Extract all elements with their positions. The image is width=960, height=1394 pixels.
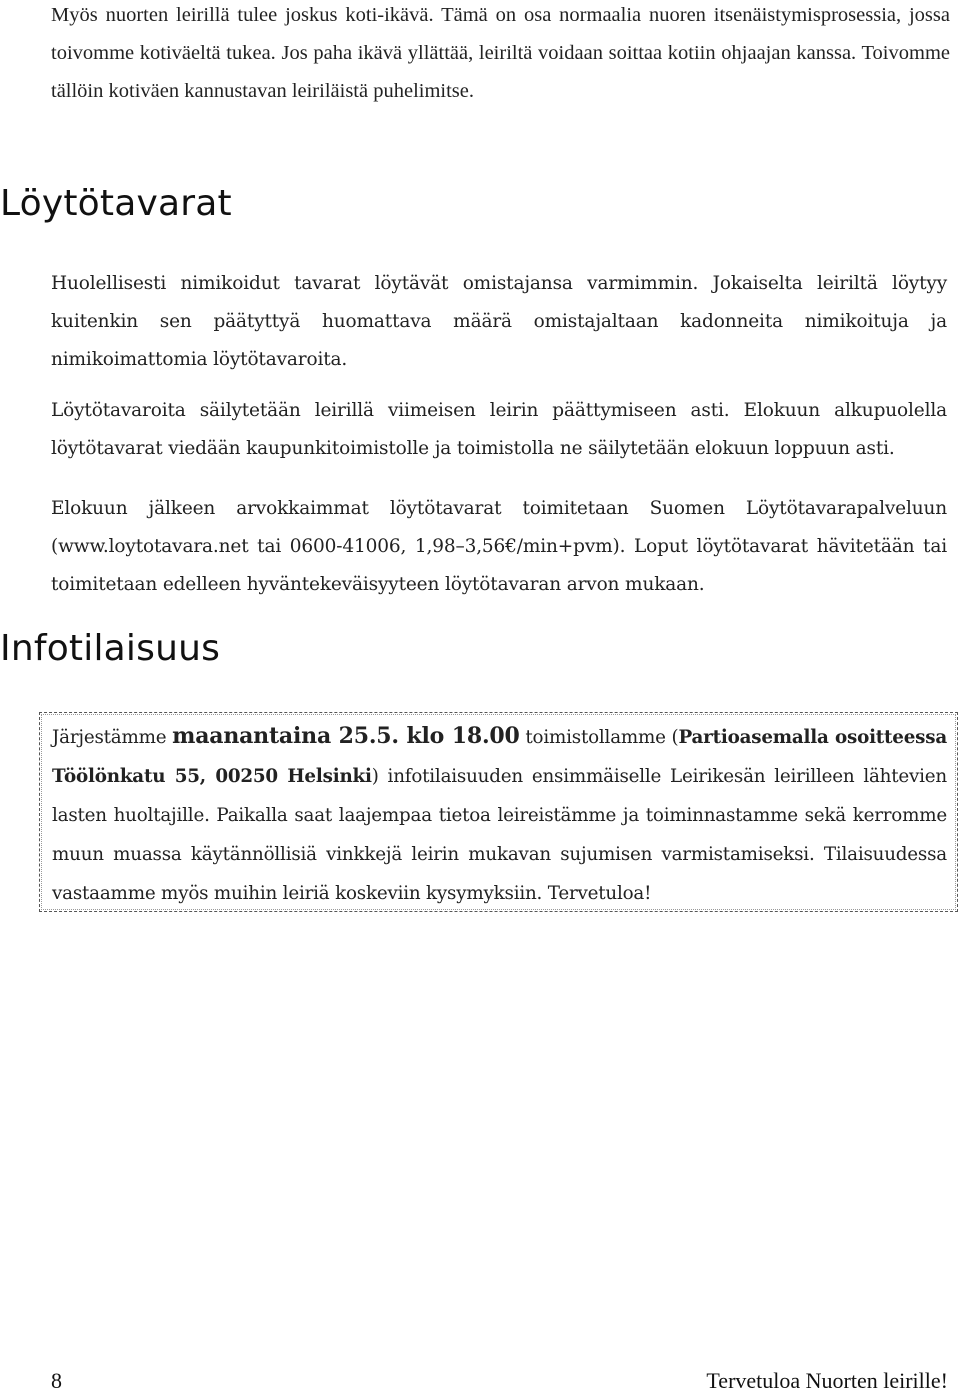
lost-found-paragraph-3: Elokuun jälkeen arvokkaimmat löytötavarat toimitetaan Suomen Löytötavarapalveluun (www.loytotavara.net tai 0600-41006, 1,98–3,56€/min+pvm). Loput löytötavarat hävitetään tai toimitetaan edelleen hyväntekeväisyyteen löytötavaran arvon mukaan. xyxy=(51,498,947,595)
info-location: Partioasemalla osoitteessa Töölönkatu 55, 00250 Helsinki xyxy=(52,727,947,787)
footer-document-title: Tervetuloa Nuorten leirille! xyxy=(706,1368,948,1393)
info-date-time: maanantaina 25.5. klo 18.00 xyxy=(172,723,520,749)
section-title-info-session: Infotilaisuus xyxy=(0,628,221,669)
info-mid: toimistollamme ( xyxy=(519,727,679,748)
intro-paragraph: Myös nuorten leirillä tulee joskus koti-ikävä. Tämä on osa normaalia nuoren itsenäistymisprosessia, jossa toivomme kotiväeltä tukea. Jos paha ikävä yllättää, leiriltä voidaan soittaa kotiin ohjaajan kanssa. Toivomme tällöin kotiväen kannustavan leiriläistä puhelimitse. xyxy=(51,4,950,102)
info-session-text xyxy=(52,717,947,913)
info-rest: ) infotilaisuuden ensimmäiselle Leirikesän leirilleen lähtevien lasten huoltajille. Paikalla saat laajempaa tietoa leireistämme ja toiminnastamme sekä kerromme muun muassa käytännöllisiä vinkkejä leirin mukavan sujumisen varmistamiseksi. Tilaisuudessa vastaamme myös muihin leiriä koskeviin kysymyksiin. Tervetuloa! xyxy=(52,766,947,904)
info-session-box xyxy=(39,712,958,912)
lost-found-paragraph-2: Löytötavaroita säilytetään leirillä viimeisen leirin päättymiseen asti. Elokuun alkupuolella löytötavarat viedään kaupunkitoimistolle ja toimistolla ne säilytetään elokuun loppuun asti. xyxy=(51,400,947,459)
section-title-lost-found: Löytötavarat xyxy=(0,183,232,224)
info-lead: Järjestämme xyxy=(52,727,173,748)
lost-found-paragraph-1: Huolellisesti nimikoidut tavarat löytävät omistajansa varmimmin. Jokaiselta leiriltä löytyy kuitenkin sen päätyttyä huomattava määrä omistajaltaan kadonneita nimikoituja ja nimikoimattomia löytötavaroita. xyxy=(51,273,947,370)
page-number: 8 xyxy=(51,1368,62,1393)
